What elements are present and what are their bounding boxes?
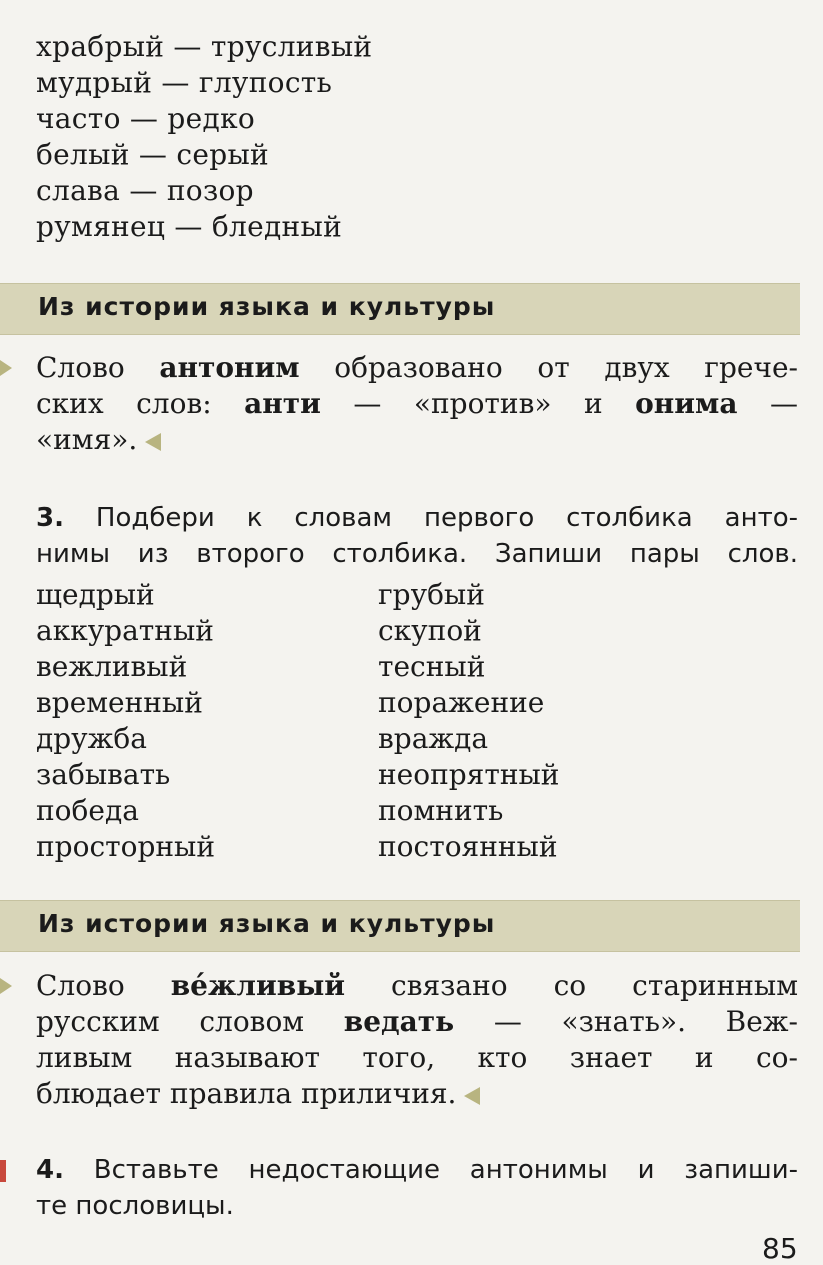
pair-line: храбрый — трусливый (36, 30, 373, 63)
task-number: 3. (36, 503, 64, 533)
pair-line: румянец — бледный (36, 210, 343, 243)
left-marker-icon (0, 360, 12, 376)
pair-line: часто — редко (36, 102, 256, 135)
page-number: 85 (762, 1232, 798, 1265)
left-word-column: щедрый аккуратный вежливый временный дружба забывать победа просторный (36, 578, 216, 863)
end-triangle-icon (145, 433, 161, 451)
section-banner (0, 900, 800, 952)
pair-line: мудрый — глупость (36, 66, 333, 99)
left-marker-icon (0, 978, 12, 994)
task-3: 3. Подбери к словам первого столбика анто- нимы из второго столбика. Запиши пары слов. (36, 503, 799, 569)
task-4: 4. Вставьте недостающие антонимы и запиши- те пословицы. (36, 1155, 798, 1221)
antonym-paragraph: Слово антоним образовано от двух грече- ских слов: анти — «против» и онима — «имя». (36, 351, 798, 456)
pair-line: слава — позор (36, 174, 254, 207)
polite-paragraph: Слово ве́жливый связано со старинным русским словом ведать — «знать». Веж- ливым называют того, кто знает и со- блюдает правила приличия. (36, 969, 799, 1110)
section-title: Из истории языка и культуры (38, 292, 496, 321)
task-number: 4. (36, 1155, 64, 1185)
section-banner (0, 283, 800, 335)
red-marker (0, 1160, 6, 1182)
section-title: Из истории языка и культуры (38, 909, 496, 938)
pair-line: белый — серый (36, 138, 269, 171)
right-word-column: грубый скупой тесный поражение вражда неопрятный помнить постоянный (378, 578, 560, 863)
end-triangle-icon (464, 1087, 480, 1105)
